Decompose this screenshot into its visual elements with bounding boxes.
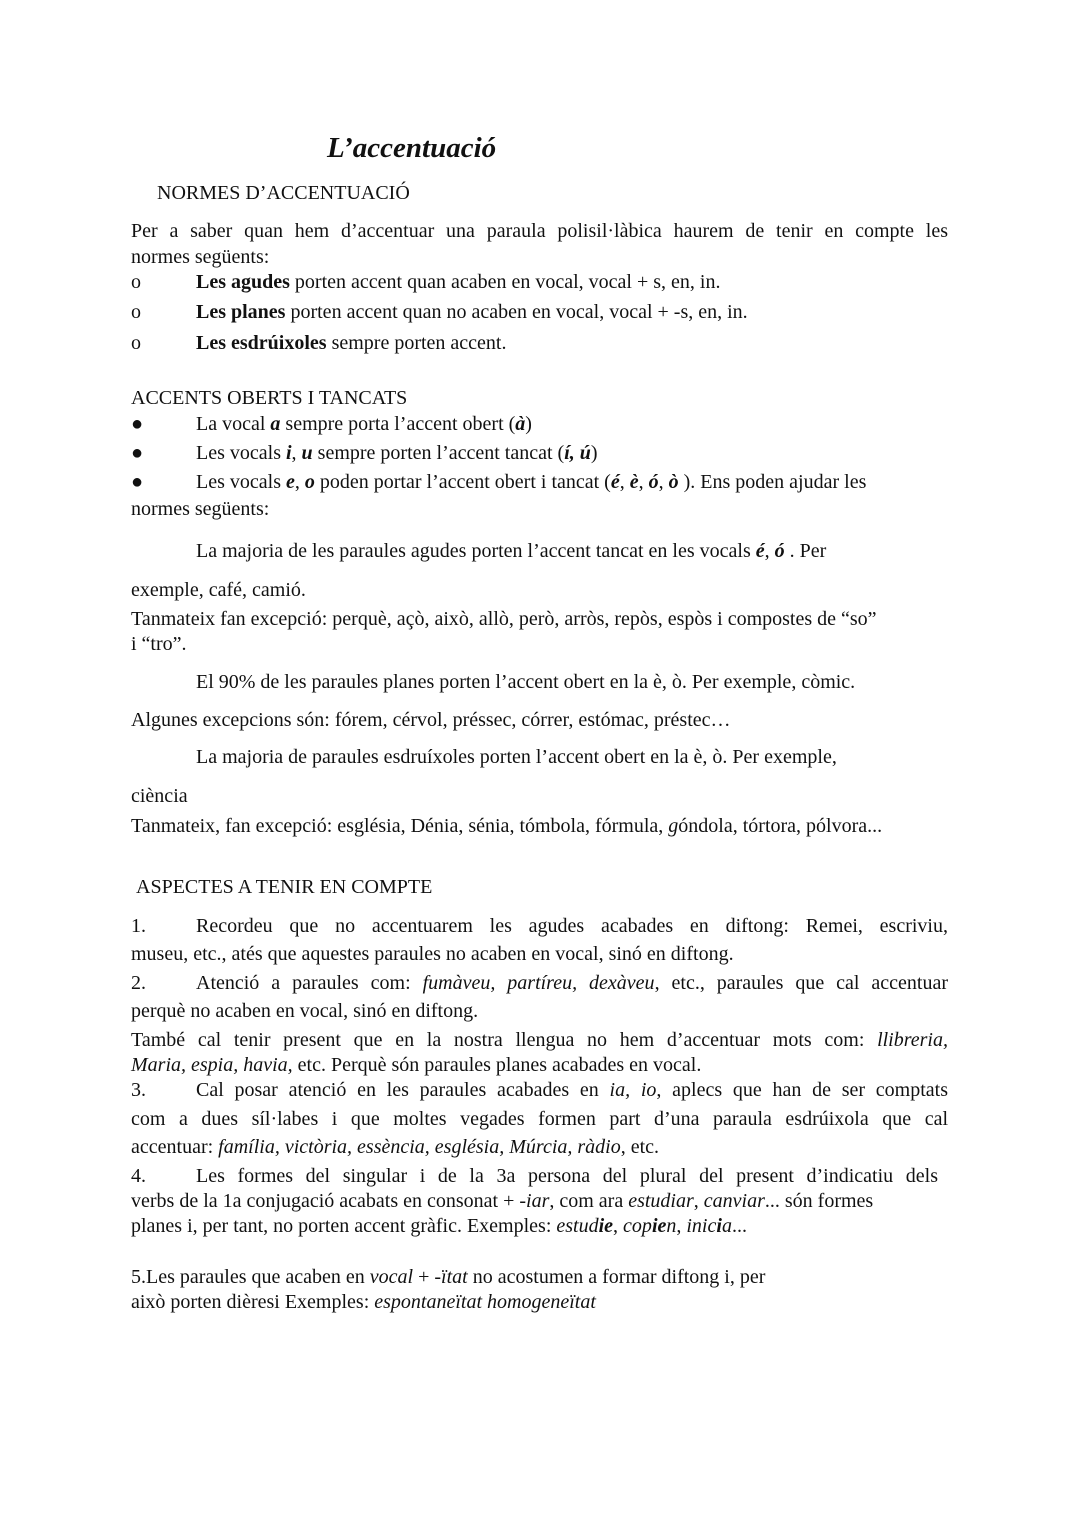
text-run: u bbox=[301, 442, 313, 464]
text-run: è bbox=[629, 471, 639, 493]
paragraph-line bbox=[131, 578, 306, 602]
text-run: vocal bbox=[369, 1266, 414, 1288]
section-heading-accents: ACCENTS OBERTS I TANCATS bbox=[131, 387, 408, 409]
text-run: Tanmateix, fan excepció: església, Dénia, sénia, tómbola, fórmula, bbox=[131, 815, 669, 837]
section-heading-normes: NORMES D’ACCENTUACIÓ bbox=[157, 182, 410, 204]
paragraph-line bbox=[196, 1164, 938, 1188]
text-run: n bbox=[666, 1215, 677, 1237]
text-run: ... bbox=[731, 1215, 747, 1237]
text-run: ia, io bbox=[609, 1079, 657, 1101]
text-run: Algunes excepcions són: fórem, cérvol, préssec, córrer, estómac, préstec… bbox=[131, 709, 731, 731]
bullet-marker: ● bbox=[131, 471, 144, 493]
text-run: ) bbox=[525, 413, 532, 435]
text-run: espontaneïtat homogeneïtat bbox=[374, 1291, 596, 1313]
text-run: ). Ens poden ajudar les bbox=[678, 471, 867, 493]
text-run: a bbox=[721, 1215, 732, 1237]
text-run: com a dues síl·labes i que moltes vegades formen part d’una paraula esdrúixola que cal bbox=[131, 1108, 948, 1130]
text-run: óndola, tórtora, pólvora... bbox=[678, 815, 883, 837]
text-run: Les planes bbox=[196, 301, 286, 323]
text-run: , bbox=[613, 1215, 624, 1237]
text-run: sempre porten accent. bbox=[326, 332, 507, 354]
text-run: no acostumen a formar diftong i, per bbox=[467, 1266, 766, 1288]
text-run: porten accent quan no acaben en vocal, vocal + -s, en, in. bbox=[285, 301, 748, 323]
text-run: sempre porten l’accent tancat ( bbox=[312, 442, 565, 464]
list-item bbox=[196, 300, 748, 324]
text-run: exemple, café, camió. bbox=[131, 579, 306, 601]
paragraph-line bbox=[196, 971, 948, 995]
text-run: , etc., paraules que cal accentuar bbox=[654, 972, 949, 994]
text-run: i bbox=[285, 442, 292, 464]
text-run: Maria, espia, havia, bbox=[131, 1054, 293, 1076]
text-run: e bbox=[285, 471, 295, 493]
text-run: inic bbox=[686, 1215, 717, 1237]
text-run: Tanmateix fan excepció: perquè, açò, això, allò, però, arròs, repòs, espòs i compostes de “so” bbox=[131, 608, 877, 630]
paragraph-line bbox=[196, 745, 837, 769]
text-run: Les agudes bbox=[196, 271, 290, 293]
text-run: , etc. bbox=[620, 1136, 660, 1158]
text-run: ó bbox=[648, 471, 659, 493]
text-run: museu, etc., atés que aquestes paraules no acaben en vocal, sinó en diftong. bbox=[131, 943, 734, 965]
text-run: , aplecs que han de ser comptats bbox=[656, 1079, 948, 1101]
bullet-marker: o bbox=[131, 301, 141, 323]
text-run: La majoria de paraules esdruíxoles porten l’accent obert en la è, ò. Per exemple, bbox=[196, 746, 837, 768]
text-run: accentuar: bbox=[131, 1136, 219, 1158]
text-run: ò bbox=[668, 471, 679, 493]
paragraph-line bbox=[131, 814, 882, 838]
list-item bbox=[196, 331, 506, 355]
text-run: això porten dièresi Exemples: bbox=[131, 1291, 375, 1313]
text-run: Recordeu que no accentuarem les agudes acabades en diftong: Remei, escriviu, bbox=[196, 915, 948, 937]
text-run: La vocal bbox=[196, 413, 271, 435]
text-run: fumàveu, partíreu, dexàveu bbox=[422, 972, 655, 994]
list-number: 1. bbox=[131, 915, 146, 937]
text-run: verbs de la 1a conjugació acabats en consonat + - bbox=[131, 1190, 527, 1212]
text-run: i bbox=[716, 1215, 722, 1237]
text-run: , bbox=[658, 471, 669, 493]
paragraph-line bbox=[131, 1265, 765, 1289]
text-run: estud bbox=[556, 1215, 599, 1237]
section-heading-aspectes: ASPECTES A TENIR EN COMPTE bbox=[136, 876, 433, 898]
text-run: Les esdrúixoles bbox=[196, 332, 327, 354]
list-number: 2. bbox=[131, 972, 146, 994]
text-run: perquè no acaben en vocal, sinó en diftong. bbox=[131, 1000, 479, 1022]
text-run: ïtat bbox=[441, 1266, 468, 1288]
page-title: L’accentuació bbox=[327, 132, 497, 164]
list-item bbox=[196, 270, 720, 294]
text-run: poden portar l’accent obert i tancat ( bbox=[314, 471, 611, 493]
paragraph-line bbox=[131, 219, 948, 243]
text-run: Les vocals bbox=[196, 471, 286, 493]
text-run: llibreria, bbox=[877, 1029, 948, 1051]
text-run: 5.Les paraules que acaben en bbox=[131, 1266, 370, 1288]
text-run: El 90% de les paraules planes porten l’accent obert en la è, ò. Per exemple, còmic. bbox=[196, 671, 856, 693]
paragraph-line bbox=[131, 245, 269, 269]
paragraph-line bbox=[131, 607, 877, 631]
text-run: , bbox=[764, 540, 775, 562]
text-run: a bbox=[270, 413, 281, 435]
text-run: Les formes del singular i de la 3a persona del plural del present d’indicatiu dels bbox=[196, 1165, 938, 1187]
paragraph-line bbox=[196, 1078, 948, 1102]
text-run: ciència bbox=[131, 785, 188, 807]
paragraph-line bbox=[196, 670, 855, 694]
text-run: g bbox=[668, 815, 679, 837]
text-run: i “tro”. bbox=[131, 633, 187, 655]
text-run: é bbox=[755, 540, 765, 562]
list-number: 3. bbox=[131, 1079, 146, 1101]
text-run: o bbox=[304, 471, 315, 493]
text-run: sempre porta l’accent obert ( bbox=[280, 413, 516, 435]
text-run: estudiar bbox=[628, 1190, 694, 1212]
text-run: Atenció a paraules com: bbox=[196, 972, 423, 994]
list-item bbox=[196, 412, 532, 436]
paragraph-line bbox=[131, 1053, 701, 1077]
bullet-marker: ● bbox=[131, 413, 144, 435]
paragraph-line bbox=[131, 708, 731, 732]
paragraph-line bbox=[131, 1290, 596, 1314]
text-run: ie bbox=[598, 1215, 614, 1237]
text-run: , bbox=[638, 471, 649, 493]
text-run: També cal tenir present que en la nostra llengua no hem d’accentuar mots com: bbox=[131, 1029, 878, 1051]
paragraph-line bbox=[131, 497, 269, 521]
text-run: à bbox=[515, 413, 526, 435]
list-item bbox=[196, 470, 866, 494]
paragraph-line bbox=[196, 539, 826, 563]
text-run: normes següents: bbox=[131, 246, 270, 268]
paragraph-line bbox=[131, 784, 188, 808]
bullet-marker: o bbox=[131, 332, 141, 354]
paragraph-line bbox=[131, 1189, 873, 1213]
paragraph-line bbox=[131, 999, 478, 1023]
paragraph-line bbox=[196, 914, 948, 938]
text-run: , bbox=[619, 471, 630, 493]
text-run: . Per bbox=[784, 540, 827, 562]
text-run: í, ú bbox=[564, 442, 591, 464]
text-run: La majoria de les paraules agudes porten l’accent tancat en les vocals bbox=[196, 540, 756, 562]
text-run: , bbox=[291, 442, 302, 464]
paragraph-line bbox=[131, 942, 734, 966]
text-run: família, victòria, essència, església, Múrcia, ràdio bbox=[218, 1136, 621, 1158]
text-run: , bbox=[676, 1215, 687, 1237]
list-number: 4. bbox=[131, 1165, 146, 1187]
text-run: , bbox=[693, 1190, 704, 1212]
text-run: Cal posar atenció en les paraules acabades en bbox=[196, 1079, 610, 1101]
text-run: ó bbox=[774, 540, 785, 562]
paragraph-line bbox=[131, 1107, 948, 1131]
text-run: Per a saber quan hem d’accentuar una paraula polisil·làbica haurem de tenir en compte les bbox=[131, 220, 948, 242]
text-run: + - bbox=[413, 1266, 442, 1288]
text-run: , bbox=[294, 471, 305, 493]
paragraph-line bbox=[131, 1135, 659, 1159]
text-run: ) bbox=[590, 442, 598, 464]
paragraph-line bbox=[131, 1214, 747, 1238]
text-run: iar bbox=[526, 1190, 550, 1212]
text-run: ie bbox=[651, 1215, 667, 1237]
paragraph-line bbox=[131, 632, 187, 656]
paragraph-line bbox=[131, 1028, 948, 1052]
text-run: etc. Perquè són paraules planes acabades en vocal. bbox=[292, 1054, 702, 1076]
text-run: canviar bbox=[703, 1190, 765, 1212]
text-run: , com ara bbox=[549, 1190, 629, 1212]
text-run: planes i, per tant, no porten accent gràfic. Exemples: bbox=[131, 1215, 557, 1237]
list-item bbox=[196, 441, 598, 465]
text-run: ... són formes bbox=[764, 1190, 874, 1212]
text-run: porten accent quan acaben en vocal, vocal + s, en, in. bbox=[289, 271, 721, 293]
text-run: Les vocals bbox=[196, 442, 286, 464]
text-run: cop bbox=[623, 1215, 652, 1237]
bullet-marker: ● bbox=[131, 442, 144, 464]
bullet-marker: o bbox=[131, 271, 141, 293]
text-run: é bbox=[610, 471, 620, 493]
text-run: normes següents: bbox=[131, 498, 270, 520]
